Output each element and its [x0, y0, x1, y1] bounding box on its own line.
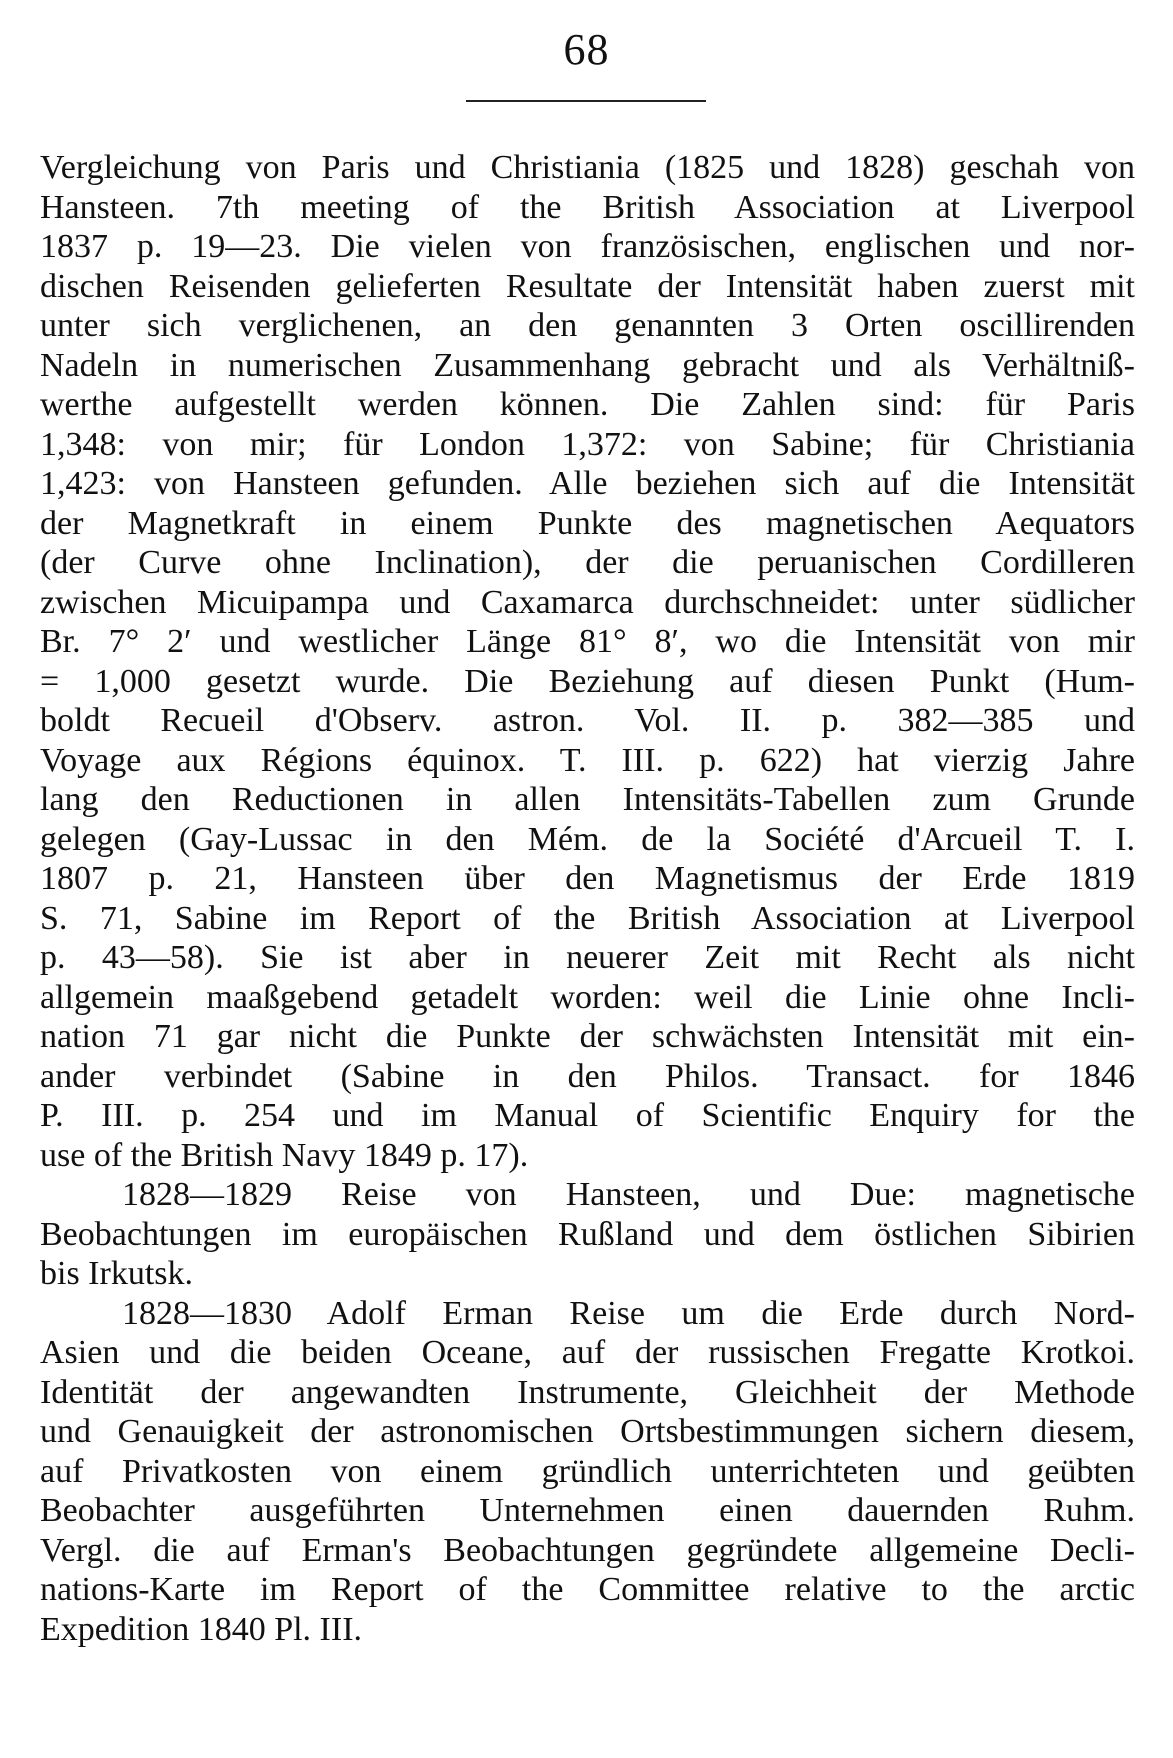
text-line: Nadeln in numerischen Zusammenhang gebracht und als Verhältniß-: [40, 346, 1135, 384]
paragraph: [40, 1294, 1135, 1650]
text-line: Beobachter ausgeführten Unternehmen einen dauernden Ruhm.: [40, 1492, 1135, 1529]
text-line: 1,348: von mir; für London 1,372: von Sabine; für Christiania: [40, 425, 1135, 463]
text-line: P. III. p. 254 und im Manual of Scientific Enquiry for the: [40, 1097, 1135, 1134]
text-line: nation 71 gar nicht die Punkte der schwächsten Intensität mit ein-: [40, 1018, 1135, 1055]
text-line: Br. 7° 2′ und westlicher Länge 81° 8′, wo die Intensität von mir: [40, 623, 1135, 660]
text-line: und Genauigkeit der astronomischen Ortsbestimmungen sichern diesem,: [40, 1413, 1135, 1450]
text-line: 1807 p. 21, Hansteen über den Magnetismus der Erde 1819: [40, 860, 1135, 897]
text-line: 1,423: von Hansteen gefunden. Alle beziehen sich auf die Intensität: [40, 465, 1135, 502]
header-rule: [466, 100, 706, 102]
text-line: auf Privatkosten von einem gründlich unterrichteten und geübten: [40, 1452, 1135, 1490]
text-line: 1828—1829 Reise von Hansteen, und Due: magnetische: [122, 1176, 1135, 1213]
text-line: Vergl. die auf Erman's Beobachtungen gegründete allgemeine Decli-: [40, 1531, 1135, 1569]
text-line: der Magnetkraft in einem Punkte des magnetischen Aequators: [40, 504, 1135, 542]
text-line: use of the British Navy 1849 p. 17).: [40, 1136, 529, 1174]
text-line: (der Curve ohne Inclination), der die peruanischen Cordilleren: [40, 544, 1135, 581]
text-line: p. 43—58). Sie ist aber in neuerer Zeit mit Recht als nicht: [40, 939, 1135, 976]
text-line: Beobachtungen im europäischen Rußland und dem östlichen Sibirien: [40, 1215, 1135, 1253]
text-line: bis Irkutsk.: [40, 1255, 193, 1292]
text-line: Asien und die beiden Oceane, auf der russischen Fregatte Krotkoi.: [40, 1334, 1135, 1371]
text-line: nations-Karte im Report of the Committee relative to the arctic: [40, 1571, 1135, 1608]
text-line: Vergleichung von Paris und Christiania (1825 und 1828) geschah von: [40, 149, 1135, 186]
text-line: lang den Reductionen in allen Intensitäts-Tabellen zum Grunde: [40, 781, 1135, 818]
text-line: 1828—1830 Adolf Erman Reise um die Erde durch Nord-: [122, 1294, 1135, 1332]
text-line: zwischen Micuipampa und Caxamarca durchschneidet: unter südlicher: [40, 583, 1135, 621]
text-line: Expedition 1840 Pl. III.: [40, 1610, 363, 1648]
text-line: Voyage aux Régions équinox. T. III. p. 622) hat vierzig Jahre: [40, 741, 1135, 779]
page-number: 68: [563, 25, 610, 74]
text-line: 1837 p. 19—23. Die vielen von französischen, englischen und nor-: [40, 228, 1135, 265]
text-line: dischen Reisenden gelieferten Resultate der Intensität haben zuerst mit: [40, 267, 1135, 305]
text-line: = 1,000 gesetzt wurde. Die Beziehung auf diesen Punkt (Hum-: [40, 662, 1135, 700]
paragraph: [40, 148, 1135, 1175]
text-line: unter sich verglichenen, an den genannten 3 Orten oscillirenden: [40, 307, 1135, 344]
text-line: ander verbindet (Sabine in den Philos. Transact. for 1846: [40, 1057, 1135, 1095]
text-line: S. 71, Sabine im Report of the British Association at Liverpool: [40, 899, 1135, 937]
text-line: Hansteen. 7th meeting of the British Association at Liverpool: [40, 188, 1135, 226]
text-line: boldt Recueil d'Observ. astron. Vol. II. p. 382—385 und: [40, 702, 1135, 739]
text-line: Identität der angewandten Instrumente, Gleichheit der Methode: [40, 1373, 1135, 1411]
text-line: allgemein maaßgebend getadelt worden: weil die Linie ohne Incli-: [40, 978, 1135, 1016]
text-line: werthe aufgestellt werden können. Die Zahlen sind: für Paris: [40, 386, 1135, 423]
body-text: [40, 148, 1135, 1649]
paragraph: [40, 1175, 1135, 1294]
text-line: gelegen (Gay-Lussac in den Mém. de la Société d'Arcueil T. I.: [40, 820, 1135, 858]
